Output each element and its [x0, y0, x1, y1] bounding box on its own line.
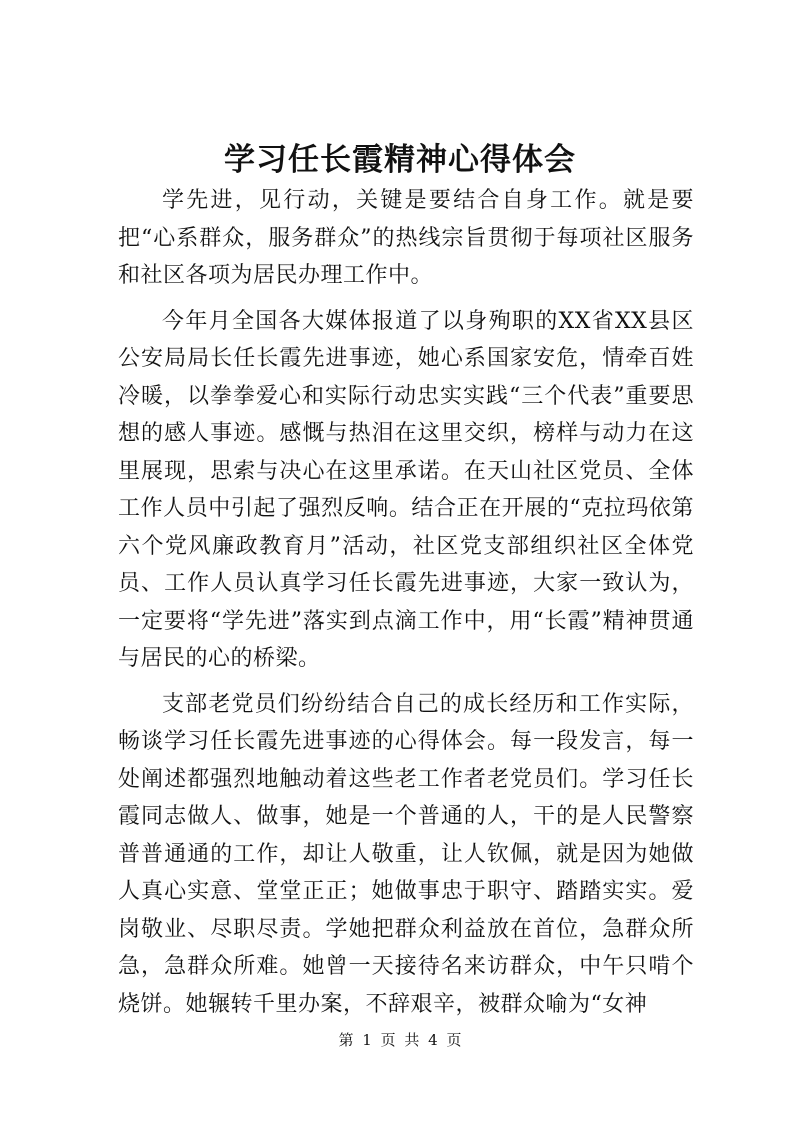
- document-body: [118, 182, 694, 1031]
- paragraph-3: 支部老党员们纷纷结合自己的成长经历和工作实际，畅谈学习任长霞先进事迹的心得体会。每一段发言，每一处阐述都强烈地触动着这些老工作者老党员们。学习任长霞同志做人、做事，她是一个普通的人，干的是人民警察普普通通的工作，却让人敬重，让人钦佩，就是因为她做人真心实意、堂堂正正；她做事忠于职守、踏踏实实。爱岗敬业、尽职尽责。学她把群众利益放在首位，急群众所急，急群众所难。她曾一天接待名来访群众，中午只啃个烧饼。她辗转千里办案，不辞艰辛，被群众喻为“女神: [118, 691, 694, 1017]
- page-footer: 第 1 页 共 4 页: [338, 1031, 462, 1049]
- paragraph-2: 今年月全国各大媒体报道了以身殉职的XX省XX县区公安局局长任长霞先进事迹，她心系国家安危，情牵百姓冷暖，以拳拳爱心和实际行动忠实实践“三个代表”重要思想的感人事迹。感慨与热泪在这里交织，榜样与动力在这里展现，思索与决心在这里承诺。在天山社区党员、全体工作人员中引起了强烈反响。结合正在开展的“克拉玛依第六个党风廉政教育月”活动，社区党支部组织社区全体党员、工作人员认真学习任长霞先进事迹，大家一致认为，一定要将“学先进”落实到点滴工作中，用“长霞”精神贯通与居民的心的桥梁。: [118, 308, 694, 671]
- paragraph-1: 学先进，见行动，关键是要结合自身工作。就是要把“心系群众，服务群众”的热线宗旨贯彻于每项社区服务和社区各项为居民办理工作中。: [118, 188, 694, 288]
- document-title: 学习任长霞精神心得体会: [224, 142, 576, 178]
